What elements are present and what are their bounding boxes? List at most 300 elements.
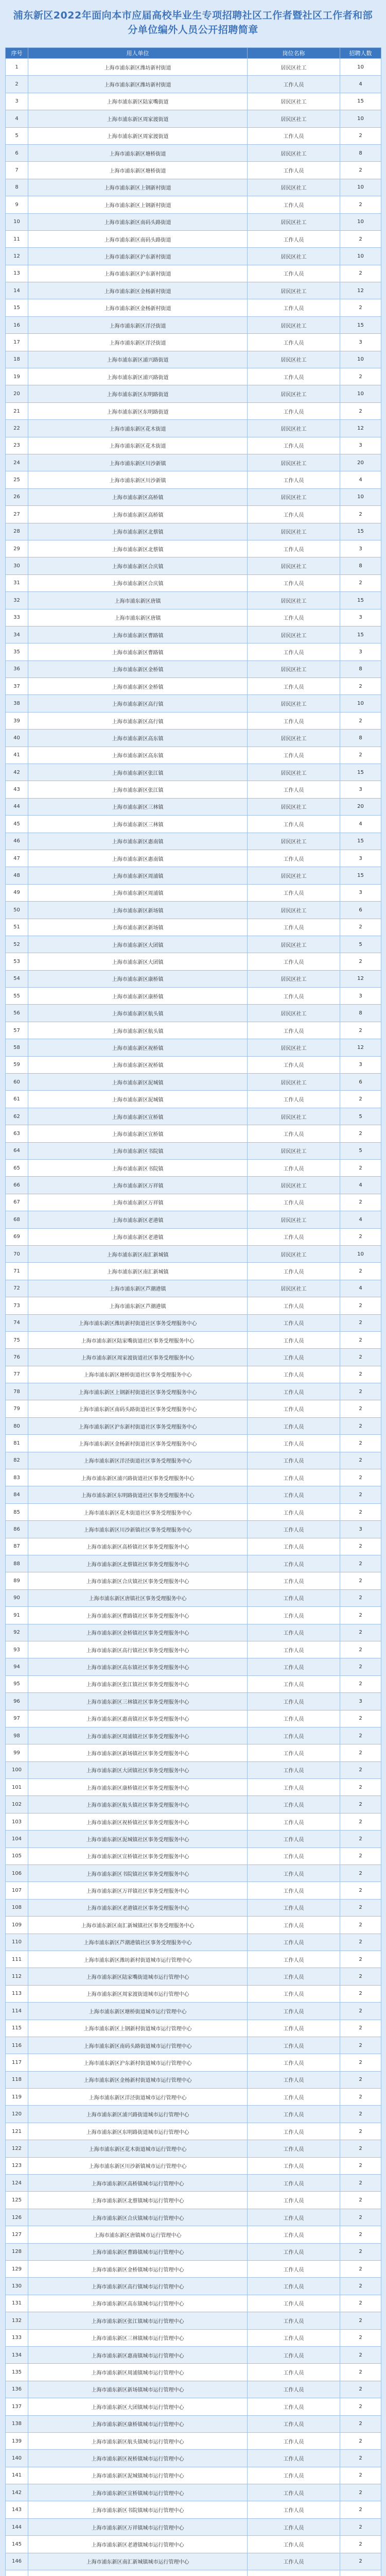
table-row — [6, 2089, 381, 2106]
table-row — [6, 764, 381, 781]
cell-no: 24 — [6, 454, 28, 471]
cell-unit: 上海市浦东新区大团镇 — [28, 953, 248, 970]
cell-count: 3 — [340, 437, 381, 454]
cell-unit: 上海市浦东新区书院镇社区事务受理服务中心 — [28, 1865, 248, 1882]
cell-unit: 上海市浦东新区唐镇城市运行管理中心 — [28, 2226, 248, 2243]
cell-unit: 上海市浦东新区南汇新城镇 — [28, 1245, 248, 1262]
cell-position: 工作人员 — [248, 678, 340, 695]
cell-position: 工作人员 — [248, 1538, 340, 1555]
cell-count: 3 — [340, 884, 381, 901]
cell-count: 2 — [340, 1624, 381, 1641]
cell-no: 96 — [6, 1693, 28, 1710]
cell-unit: 上海市浦东新区张江镇 — [28, 764, 248, 781]
cell-count: 2 — [340, 265, 381, 282]
cell-unit: 上海市浦东新区花木街道 — [28, 420, 248, 437]
cell-count: 15 — [340, 833, 381, 850]
cell-count: 2 — [340, 2020, 381, 2037]
cell-position: 居民区社工 — [248, 1245, 340, 1262]
table-row — [6, 2192, 381, 2209]
cell-position: 工作人员 — [248, 1228, 340, 1245]
table-row — [6, 1985, 381, 2002]
cell-count: 2 — [340, 1779, 381, 1796]
table-row — [6, 1366, 381, 1383]
cell-unit: 上海市浦东新区周家渡街道 — [28, 127, 248, 144]
cell-count: 2 — [340, 368, 381, 385]
cell-position: 工作人员 — [248, 1263, 340, 1280]
cell-position: 工作人员 — [248, 2329, 340, 2346]
cell-no: 20 — [6, 385, 28, 402]
cell-unit: 上海市浦东新区周家渡街道 — [28, 110, 248, 127]
table-row — [6, 1779, 381, 1796]
cell-position: 工作人员 — [248, 1675, 340, 1692]
cell-position: 工作人员 — [248, 816, 340, 833]
cell-no: 32 — [6, 592, 28, 609]
table-row — [6, 471, 381, 488]
cell-position: 工作人员 — [248, 2089, 340, 2106]
cell-no: 139 — [6, 2432, 28, 2449]
cell-unit: 上海市浦东新区塘桥街道 — [28, 162, 248, 179]
table-row — [6, 2450, 381, 2467]
cell-position: 工作人员 — [248, 2364, 340, 2381]
cell-no: 47 — [6, 850, 28, 867]
cell-count: 2 — [340, 1917, 381, 1934]
cell-no: 55 — [6, 988, 28, 1005]
cell-unit: 上海市浦东新区周浦镇社区事务受理服务中心 — [28, 1727, 248, 1744]
cell-count: 2 — [340, 2398, 381, 2415]
table-row — [6, 1865, 381, 1882]
cell-position: 工作人员 — [248, 2467, 340, 2484]
cell-unit: 上海市浦东新区东明路街道 — [28, 402, 248, 419]
cell-count: 2 — [340, 1727, 381, 1744]
cell-unit: 上海市浦东新区大团镇 — [28, 936, 248, 953]
cell-position: 工作人员 — [248, 1899, 340, 1916]
cell-unit: 上海市浦东新区惠南镇 — [28, 833, 248, 850]
cell-count: 2 — [340, 1469, 381, 1486]
cell-count: 2 — [340, 2364, 381, 2381]
cell-unit: 上海市浦东新区上钢新村街道城市运行管理中心 — [28, 2020, 248, 2037]
cell-no: 51 — [6, 919, 28, 936]
table-row — [6, 454, 381, 471]
cell-unit: 上海市浦东新区宣桥镇 — [28, 1125, 248, 1142]
cell-count: 2 — [340, 1452, 381, 1469]
cell-count: 2 — [340, 1572, 381, 1589]
table-row — [6, 1917, 381, 1934]
cell-count: 10 — [340, 179, 381, 196]
table-row — [6, 213, 381, 230]
cell-unit: 上海市浦东新区塘桥街道社区事务受理服务中心 — [28, 1366, 248, 1383]
cell-position: 工作人员 — [248, 1160, 340, 1177]
cell-position: 工作人员 — [248, 1968, 340, 1985]
cell-count: 2 — [340, 2243, 381, 2260]
cell-no: 121 — [6, 2123, 28, 2140]
cell-unit: 上海市浦东新区宣桥镇城市运行管理中心 — [28, 2484, 248, 2501]
table-row — [6, 1761, 381, 1778]
table-row — [6, 626, 381, 643]
table-row — [6, 282, 381, 299]
cell-position: 工作人员 — [248, 1486, 340, 1503]
cell-count: 2 — [340, 1314, 381, 1331]
title-line-2: 分单位编外人员公开招聘简章 — [128, 24, 258, 36]
table-row — [6, 2003, 381, 2020]
cell-no: 40 — [6, 730, 28, 747]
table-row — [6, 1314, 381, 1331]
cell-count: 15 — [340, 592, 381, 609]
cell-unit: 上海市浦东新区大团镇城市运行管理中心 — [28, 2398, 248, 2415]
table-row — [6, 1693, 381, 1710]
cell-no: 77 — [6, 1366, 28, 1383]
cell-count: 2 — [340, 1349, 381, 1366]
cell-no: 88 — [6, 1555, 28, 1572]
cell-no: 94 — [6, 1658, 28, 1675]
cell-unit: 上海市浦东新区合庆镇城市运行管理中心 — [28, 2209, 248, 2226]
cell-no: 35 — [6, 643, 28, 660]
table-row — [6, 76, 381, 93]
cell-no: 22 — [6, 420, 28, 437]
cell-unit: 上海市浦东新区洋泾街道社区事务受理服务中心 — [28, 1452, 248, 1469]
cell-count: 2 — [340, 1228, 381, 1245]
cell-count: 10 — [340, 110, 381, 127]
cell-position: 工作人员 — [248, 2415, 340, 2432]
cell-no: 41 — [6, 747, 28, 764]
table-row — [6, 1710, 381, 1727]
cell-unit: 上海市浦东新区宣桥镇社区事务受理服务中心 — [28, 1848, 248, 1865]
table-row — [6, 2140, 381, 2157]
cell-count: 2 — [340, 953, 381, 970]
cell-unit: 上海市浦东新区三林镇社区事务受理服务中心 — [28, 1693, 248, 1710]
cell-no: 112 — [6, 1968, 28, 1985]
table-row — [6, 1417, 381, 1434]
cell-no: 138 — [6, 2415, 28, 2432]
cell-unit: 上海市浦东新区大团镇社区事务受理服务中心 — [28, 1761, 248, 1778]
cell-position: 居民区社工 — [248, 592, 340, 609]
cell-unit: 上海市浦东新区新场镇 — [28, 919, 248, 936]
cell-count: 4 — [340, 76, 381, 93]
cell-position: 工作人员 — [248, 1831, 340, 1848]
cell-no: 34 — [6, 626, 28, 643]
cell-count: 2 — [340, 2295, 381, 2312]
cell-position: 工作人员 — [248, 1366, 340, 1383]
cell-count: 2 — [340, 2484, 381, 2501]
cell-position: 工作人员 — [248, 712, 340, 729]
cell-position: 居民区社工 — [248, 660, 340, 677]
cell-count: 2 — [340, 2278, 381, 2295]
table-row — [6, 1882, 381, 1899]
table-row — [6, 1796, 381, 1813]
cell-count: 2 — [340, 1831, 381, 1848]
cell-position: 工作人员 — [248, 1349, 340, 1366]
cell-no: 31 — [6, 574, 28, 591]
cell-count: 2 — [340, 1744, 381, 1761]
table-row — [6, 1951, 381, 1968]
cell-position: 工作人员 — [248, 1056, 340, 1073]
cell-count: 2 — [340, 1813, 381, 1830]
cell-count: 8 — [340, 730, 381, 747]
cell-no: 116 — [6, 2037, 28, 2054]
cell-no: 86 — [6, 1521, 28, 1538]
cell-count: 3 — [340, 781, 381, 798]
table-row — [6, 1091, 381, 1108]
cell-position: 工作人员 — [248, 1882, 340, 1899]
cell-unit: 上海市浦东新区高行镇 — [28, 712, 248, 729]
table-row — [6, 609, 381, 626]
cell-no: 131 — [6, 2295, 28, 2312]
cell-position: 居民区社工 — [248, 351, 340, 368]
cell-position: 居民区社工 — [248, 970, 340, 987]
table-row — [6, 833, 381, 850]
table-row — [6, 230, 381, 247]
cell-unit: 上海市浦东新区高东镇 — [28, 730, 248, 747]
cell-count: 8 — [340, 1005, 381, 1022]
cell-count: 20 — [340, 454, 381, 471]
cell-unit: 上海市浦东新区高东镇社区事务受理服务中心 — [28, 1658, 248, 1675]
table-row — [6, 523, 381, 540]
cell-position: 工作人员 — [248, 609, 340, 626]
cell-no: 89 — [6, 1572, 28, 1589]
cell-position: 居民区社工 — [248, 626, 340, 643]
table-row — [6, 2020, 381, 2037]
cell-unit: 上海市浦东新区洋泾街道 — [28, 334, 248, 351]
cell-unit: 上海市浦东新区书院镇 — [28, 1142, 248, 1159]
cell-count: 3 — [340, 988, 381, 1005]
cell-count: 10 — [340, 695, 381, 712]
cell-position: 工作人员 — [248, 1624, 340, 1641]
cell-unit: 上海市浦东新区潍坊新村街道 — [28, 76, 248, 93]
cell-count: 8 — [340, 144, 381, 161]
cell-unit: 上海市浦东新区泥城镇社区事务受理服务中心 — [28, 1831, 248, 1848]
cell-no: 78 — [6, 1383, 28, 1400]
cell-no: 37 — [6, 678, 28, 695]
cell-position: 工作人员 — [248, 884, 340, 901]
cell-unit: 上海市浦东新区康桥镇 — [28, 988, 248, 1005]
cell-no: 135 — [6, 2364, 28, 2381]
cell-unit: 上海市浦东新区沪东新村街道社区事务受理服务中心 — [28, 1417, 248, 1434]
cell-no: 140 — [6, 2450, 28, 2467]
cell-count: 10 — [340, 351, 381, 368]
cell-no: 128 — [6, 2243, 28, 2260]
cell-count: 2 — [340, 402, 381, 419]
cell-count — [340, 2570, 381, 2576]
cell-no: 65 — [6, 1160, 28, 1177]
cell-position: 居民区社工 — [248, 1005, 340, 1022]
cell-no: 19 — [6, 368, 28, 385]
cell-unit: 上海市浦东新区潍坊新村街道城市运行管理中心 — [28, 1951, 248, 1968]
table-row — [6, 2123, 381, 2140]
table-body — [6, 59, 381, 2576]
cell-position: 工作人员 — [248, 1503, 340, 1520]
table-row — [6, 179, 381, 196]
table-row — [6, 1848, 381, 1865]
cell-position: 居民区社工 — [248, 902, 340, 919]
table-row — [6, 1400, 381, 1417]
cell-count: 2 — [340, 1951, 381, 1968]
cell-no: 136 — [6, 2381, 28, 2398]
cell-count: 2 — [340, 1435, 381, 1452]
cell-position: 工作人员 — [248, 127, 340, 144]
cell-unit: 上海市浦东新区航头镇社区事务受理服务中心 — [28, 1796, 248, 1813]
cell-position: 工作人员 — [248, 1383, 340, 1400]
cell-count: 4 — [340, 471, 381, 488]
cell-position: 居民区社工 — [248, 144, 340, 161]
cell-no: 63 — [6, 1125, 28, 1142]
cell-unit: 上海市浦东新区合庆镇社区事务受理服务中心 — [28, 1572, 248, 1589]
cell-count: 12 — [340, 970, 381, 987]
cell-position: 工作人员 — [248, 2175, 340, 2192]
cell-position: 工作人员 — [248, 437, 340, 454]
table-row — [6, 1469, 381, 1486]
cell-position: 居民区社工 — [248, 1074, 340, 1091]
cell-position: 居民区社工 — [248, 557, 340, 574]
cell-unit: 上海市浦东新区曹路镇 — [28, 643, 248, 660]
cell-no: 45 — [6, 816, 28, 833]
cell-unit: 上海市浦东新区东明路街道城市运行管理中心 — [28, 2123, 248, 2140]
cell-position: 工作人员 — [248, 1934, 340, 1951]
cell-unit: 上海市浦东新区张江镇社区事务受理服务中心 — [28, 1675, 248, 1692]
cell-position: 工作人员 — [248, 2553, 340, 2570]
cell-no: 120 — [6, 2106, 28, 2123]
cell-count: 2 — [340, 1607, 381, 1624]
table-row — [6, 59, 381, 76]
table-row — [6, 2553, 381, 2570]
cell-unit: 上海市浦东新区川沙新镇 — [28, 454, 248, 471]
cell-unit: 上海市浦东新区金杨新村街道 — [28, 299, 248, 316]
cell-unit: 上海市浦东新区老港镇 — [28, 1211, 248, 1228]
cell-position: 工作人员 — [248, 1314, 340, 1331]
cell-no: 105 — [6, 1848, 28, 1865]
cell-no: 26 — [6, 488, 28, 505]
table-row — [6, 437, 381, 454]
cell-unit: 上海市浦东新区高行镇 — [28, 695, 248, 712]
cell-position: 工作人员 — [248, 850, 340, 867]
cell-no: 27 — [6, 506, 28, 523]
cell-no: 5 — [6, 127, 28, 144]
table-row — [6, 2175, 381, 2192]
cell-position: 工作人员 — [248, 2192, 340, 2209]
cell-unit: 上海市浦东新区书院镇 — [28, 1160, 248, 1177]
cell-no: 118 — [6, 2071, 28, 2088]
table-row — [6, 1486, 381, 1503]
cell-unit: 上海市浦东新区曹路镇社区事务受理服务中心 — [28, 1607, 248, 1624]
cell-no: 137 — [6, 2398, 28, 2415]
cell-no: 142 — [6, 2484, 28, 2501]
cell-count: 2 — [340, 1985, 381, 2002]
cell-unit: 上海市浦东新区张江镇城市运行管理中心 — [28, 2312, 248, 2329]
cell-position: 居民区社工 — [248, 730, 340, 747]
cell-no: 143 — [6, 2501, 28, 2518]
cell-unit: 上海市浦东新区三林镇 — [28, 798, 248, 815]
cell-no: 72 — [6, 1280, 28, 1297]
cell-position: 工作人员 — [248, 1125, 340, 1142]
cell-count: 2 — [340, 1796, 381, 1813]
cell-count: 3 — [340, 1693, 381, 1710]
cell-count: 15 — [340, 626, 381, 643]
cell-unit: 上海市浦东新区川沙新镇城市运行管理中心 — [28, 2157, 248, 2174]
cell-count: 2 — [340, 1555, 381, 1572]
table-row — [6, 1383, 381, 1400]
cell-count: 2 — [340, 2157, 381, 2174]
cell-position: 工作人员 — [248, 334, 340, 351]
table-row — [6, 1177, 381, 1194]
cell-position: 工作人员 — [248, 2295, 340, 2312]
cell-unit: 上海市浦东新区金桥镇 — [28, 678, 248, 695]
cell-position: 居民区社工 — [248, 523, 340, 540]
table-row — [6, 574, 381, 591]
recruitment-table — [5, 47, 381, 2576]
cell-unit: 上海市浦东新区高行镇城市运行管理中心 — [28, 2278, 248, 2295]
cell-no: 7 — [6, 162, 28, 179]
cell-unit: 上海市浦东新区高行镇社区事务受理服务中心 — [28, 1641, 248, 1658]
cell-no: 48 — [6, 867, 28, 884]
table-row — [6, 781, 381, 798]
cell-count: 20 — [340, 798, 381, 815]
cell-no: 146 — [6, 2553, 28, 2570]
cell-count: 2 — [340, 2501, 381, 2518]
table-row — [6, 196, 381, 213]
cell-unit: 上海市浦东新区合庆镇 — [28, 557, 248, 574]
cell-no: 43 — [6, 781, 28, 798]
cell-no: 29 — [6, 540, 28, 557]
table-row — [6, 953, 381, 970]
cell-count: 2 — [340, 2381, 381, 2398]
cell-position: 工作人员 — [248, 953, 340, 970]
table-row — [6, 747, 381, 764]
cell-no: 49 — [6, 884, 28, 901]
cell-no: 10 — [6, 213, 28, 230]
cell-count: 2 — [340, 1297, 381, 1314]
cell-count: 2 — [340, 1934, 381, 1951]
cell-unit: 上海市浦东新区潍坊新村街道 — [28, 59, 248, 76]
table-row — [6, 1263, 381, 1280]
table-row — [6, 2518, 381, 2535]
cell-unit: 上海市浦东新区泥城镇城市运行管理中心 — [28, 2467, 248, 2484]
cell-count: 15 — [340, 523, 381, 540]
cell-no: 75 — [6, 1331, 28, 1348]
cell-count: 2 — [340, 2518, 381, 2535]
cell-unit: 上海市浦东新区沪东新村街道 — [28, 248, 248, 265]
cell-count: 2 — [340, 1710, 381, 1727]
table-row — [6, 936, 381, 953]
cell-unit: 上海市浦东新区潍坊新村街道社区事务受理服务中心 — [28, 1314, 248, 1331]
table-row — [6, 678, 381, 695]
cell-count: 2 — [340, 1848, 381, 1865]
cell-no: 12 — [6, 248, 28, 265]
cell-count: 10 — [340, 1245, 381, 1262]
cell-no: 102 — [6, 1796, 28, 1813]
cell-count: 2 — [340, 299, 381, 316]
title-line-1: 浦东新区2022年面向本市应届高校毕业生专项招聘社区工作者暨社区工作者和部 — [13, 10, 373, 21]
cell-count: 10 — [340, 213, 381, 230]
cell-position: 工作人员 — [248, 540, 340, 557]
cell-no: 58 — [6, 1039, 28, 1056]
cell-count: 2 — [340, 1503, 381, 1520]
table-row — [6, 1503, 381, 1520]
cell-position: 工作人员 — [248, 471, 340, 488]
cell-unit: 上海市浦东新区祝桥镇社区事务受理服务中心 — [28, 1813, 248, 1830]
cell-count: 2 — [340, 1589, 381, 1606]
cell-no: 57 — [6, 1022, 28, 1039]
table-row — [6, 1228, 381, 1245]
cell-no: 144 — [6, 2518, 28, 2535]
table-row — [6, 2209, 381, 2226]
cell-position: 工作人员 — [248, 1607, 340, 1624]
cell-unit: 上海市浦东新区花木街道城市运行管理中心 — [28, 2140, 248, 2157]
table-row — [6, 884, 381, 901]
cell-unit: 上海市浦东新区浦兴路街道城市运行管理中心 — [28, 2106, 248, 2123]
cell-no: 13 — [6, 265, 28, 282]
cell-no: 99 — [6, 1744, 28, 1761]
cell-no: 87 — [6, 1538, 28, 1555]
cell-no: 14 — [6, 282, 28, 299]
cell-position: 居民区社工 — [248, 764, 340, 781]
